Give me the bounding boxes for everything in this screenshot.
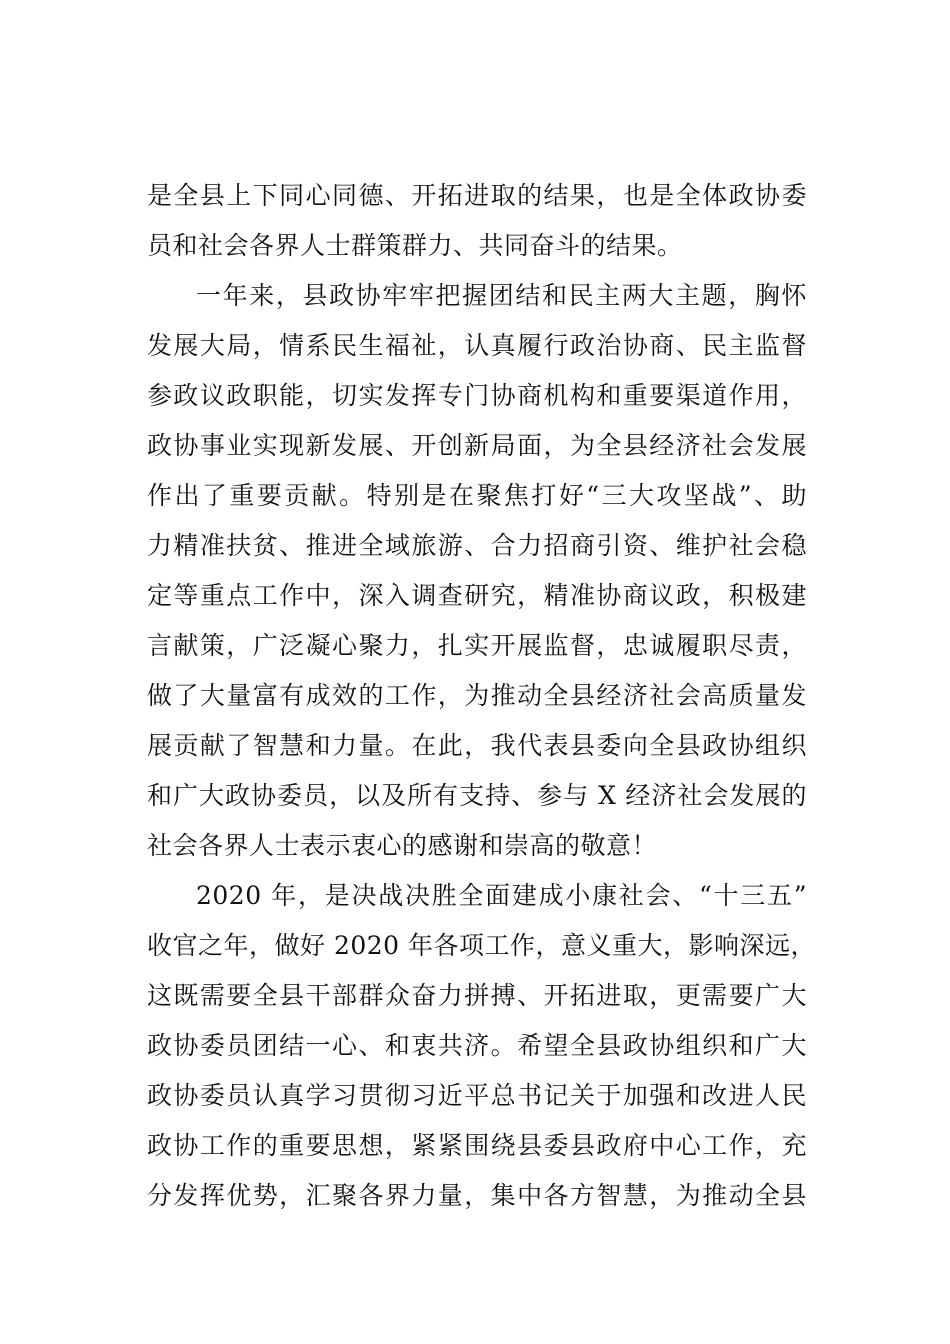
body-text-line: 做了大量富有成效的工作，为推动全县经济社会高质量发 bbox=[147, 681, 807, 710]
body-text-line: 作出了重要贡献。特别是在聚焦打好“三大攻坚战”、助 bbox=[147, 481, 807, 510]
body-text-line: 政协委员认真学习贯彻习近平总书记关于加强和改进人民 bbox=[147, 1081, 807, 1110]
body-text-line: 参政议政职能，切实发挥专门协商机构和重要渠道作用， bbox=[147, 381, 807, 410]
paragraph-first-line: 一年来，县政协牢牢把握团结和民主两大主题，胸怀 bbox=[196, 281, 807, 310]
body-text-line: 收官之年，做好 2020 年各项工作，意义重大，影响深远， bbox=[147, 931, 817, 960]
body-text-line: 员和社会各界人士群策群力、共同奋斗的结果。 bbox=[147, 231, 683, 260]
body-text-line: 分发挥优势，汇聚各界力量，集中各方智慧，为推动全县 bbox=[147, 1181, 807, 1210]
body-text-line: 和广大政协委员，以及所有支持、参与 X 经济社会发展的 bbox=[147, 781, 807, 810]
body-text-line: 政协委员团结一心、和衷共济。希望全县政协组织和广大 bbox=[147, 1031, 807, 1060]
body-text-line: 言献策，广泛凝心聚力，扎实开展监督，忠诚履职尽责， bbox=[147, 631, 807, 660]
body-text-line: 定等重点工作中，深入调查研究，精准协商议政，积极建 bbox=[147, 581, 807, 610]
body-text-line: 是全县上下同心同德、开拓进取的结果，也是全体政协委 bbox=[147, 181, 807, 210]
paragraph-first-line: 2020 年，是决战决胜全面建成小康社会、“十三五” bbox=[196, 881, 807, 910]
body-text-line: 展贡献了智慧和力量。在此，我代表县委向全县政协组织 bbox=[147, 731, 807, 760]
body-text-line: 发展大局，情系民生福祉，认真履行政治协商、民主监督 bbox=[147, 331, 807, 360]
body-text-line: 政协事业实现新发展、开创新局面，为全县经济社会发展 bbox=[147, 431, 807, 460]
body-text-line: 社会各界人士表示衷心的感谢和崇高的敬意！ bbox=[147, 831, 658, 860]
body-text-line: 政协工作的重要思想，紧紧围绕县委县政府中心工作，充 bbox=[147, 1131, 807, 1160]
body-text-line: 力精准扶贫、推进全域旅游、合力招商引资、维护社会稳 bbox=[147, 531, 807, 560]
body-text-line: 这既需要全县干部群众奋力拼搏、开拓进取，更需要广大 bbox=[147, 981, 807, 1010]
